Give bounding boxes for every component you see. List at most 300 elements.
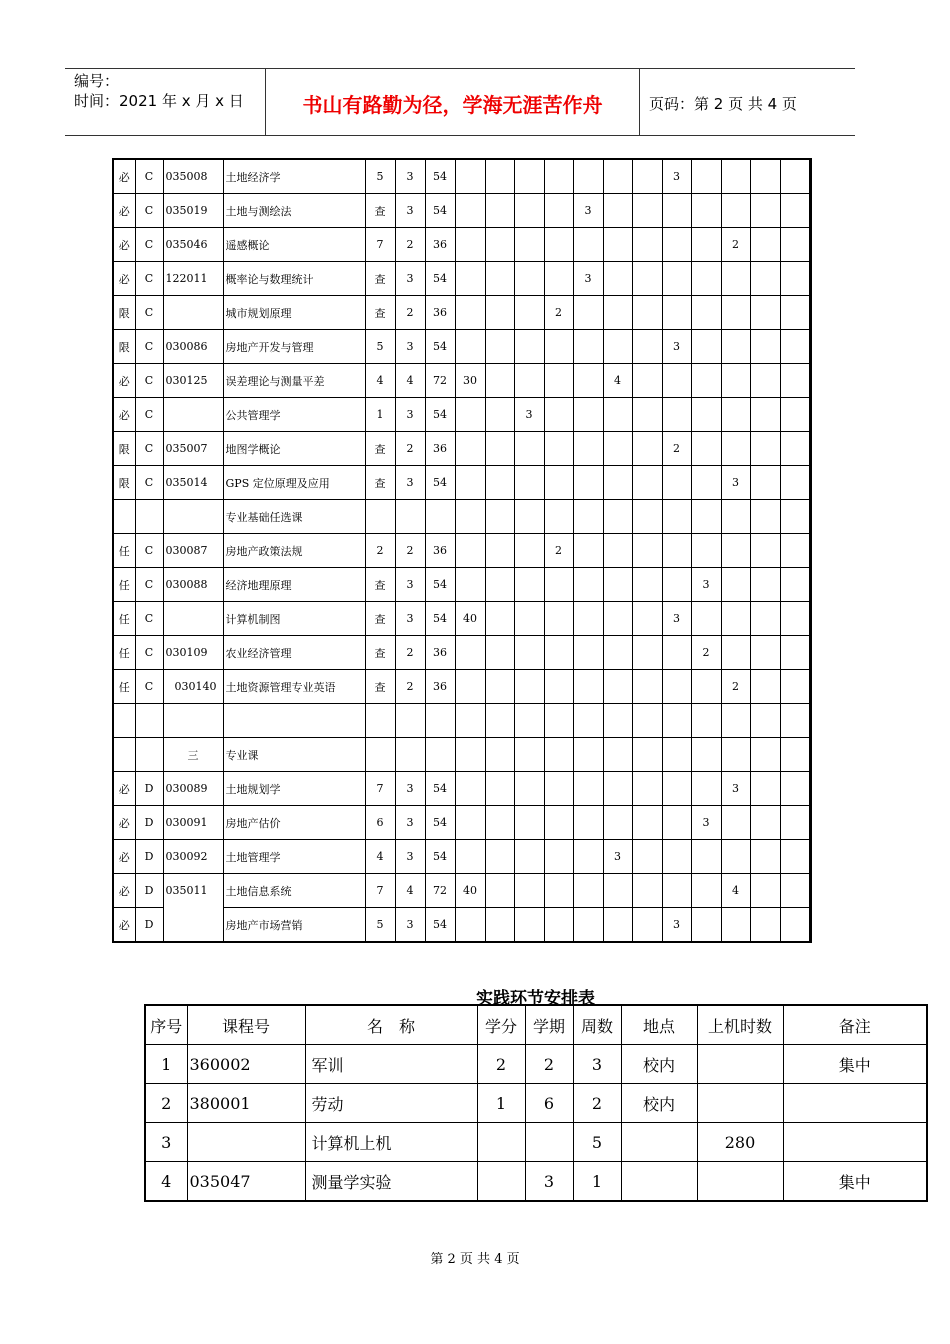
semester-hours-cell <box>632 670 662 704</box>
credit-cell <box>395 500 425 534</box>
semester-hours-cell <box>750 534 780 568</box>
semester-hours-cell <box>780 738 809 772</box>
exam-cell: 查 <box>365 670 395 704</box>
semester-hours-cell <box>750 296 780 330</box>
hours-cell: 36 <box>425 296 455 330</box>
semester-hours-cell <box>573 772 603 806</box>
semester-hours-cell <box>780 364 809 398</box>
course-category-cell: D <box>135 772 163 806</box>
course-type-cell: 必 <box>113 159 135 194</box>
course-type-cell <box>113 704 135 738</box>
semester-hours-cell <box>544 602 573 636</box>
semester-hours-cell <box>603 466 632 500</box>
semester-hours-cell <box>662 466 691 500</box>
course-type-cell: 必 <box>113 874 135 908</box>
semester-hours-cell <box>603 772 632 806</box>
table-row <box>113 228 811 262</box>
semester-hours-cell: 3 <box>662 602 691 636</box>
lab-hours-cell <box>455 908 485 943</box>
semester-hours-cell <box>809 159 811 194</box>
lab-hours-cell <box>455 840 485 874</box>
semester-hours-cell <box>691 194 721 228</box>
semester-hours-cell <box>544 772 573 806</box>
semester-hours-cell <box>809 874 811 908</box>
course-name-cell: 计算机制图 <box>223 602 365 636</box>
semester-hours-cell <box>780 602 809 636</box>
semester-hours-cell <box>809 500 811 534</box>
course-category-cell: C <box>135 568 163 602</box>
header-divider-right <box>639 69 640 136</box>
semester-hours-cell <box>662 296 691 330</box>
semester-hours-cell <box>750 704 780 738</box>
table-row <box>113 500 811 534</box>
semester-hours-cell <box>632 806 662 840</box>
credit-cell: 3 <box>395 330 425 364</box>
lab-hours-cell <box>455 330 485 364</box>
semester-hours-cell <box>750 840 780 874</box>
semester-hours-cell <box>544 908 573 943</box>
course-code-cell: 030088 <box>163 568 223 602</box>
course-name-cell: 专业课 <box>223 738 365 772</box>
table-row <box>113 738 811 772</box>
semester-hours-cell <box>780 466 809 500</box>
semester-hours-cell <box>485 704 514 738</box>
semester-hours-cell <box>544 398 573 432</box>
location-cell: 校内 <box>621 1084 697 1123</box>
course-type-cell: 必 <box>113 840 135 874</box>
semester-hours-cell <box>514 670 544 704</box>
semester-hours-cell <box>544 568 573 602</box>
semester-hours-cell <box>721 330 750 364</box>
semester-hours-cell <box>721 194 750 228</box>
semester-hours-cell: 3 <box>514 398 544 432</box>
hours-cell: 36 <box>425 534 455 568</box>
semester-hours-cell <box>691 466 721 500</box>
semester-hours-cell <box>780 568 809 602</box>
course-code-cell: 030091 <box>163 806 223 840</box>
lab-hours-cell <box>455 534 485 568</box>
semester-hours-cell <box>544 432 573 466</box>
semester-hours-cell <box>780 398 809 432</box>
semester-hours-cell <box>485 296 514 330</box>
semester-hours-cell <box>750 159 780 194</box>
lab-hours-cell <box>455 296 485 330</box>
lab-hours-cell <box>455 159 485 194</box>
credit-cell: 3 <box>395 840 425 874</box>
course-category-cell: C <box>135 602 163 636</box>
course-type-cell: 限 <box>113 432 135 466</box>
course-code-cell: 122011 <box>163 262 223 296</box>
semester-hours-cell <box>691 602 721 636</box>
semester-hours-cell <box>809 602 811 636</box>
semester-hours-cell <box>632 704 662 738</box>
semester-hours-cell <box>573 806 603 840</box>
lab-hours-cell <box>455 636 485 670</box>
course-code-cell: 030087 <box>163 534 223 568</box>
semester-hours-cell <box>485 330 514 364</box>
semester-hours-cell <box>691 534 721 568</box>
semester-hours-cell <box>780 840 809 874</box>
weeks-cell: 5 <box>573 1123 621 1162</box>
semester-hours-cell <box>662 806 691 840</box>
semester-hours-cell <box>691 500 721 534</box>
semester-hours-cell: 2 <box>544 534 573 568</box>
semester-hours-cell <box>514 159 544 194</box>
semester-hours-cell <box>809 772 811 806</box>
semester-hours-cell <box>632 500 662 534</box>
semester-hours-cell <box>514 908 544 943</box>
semester-hours-cell <box>514 500 544 534</box>
semester-hours-cell <box>485 466 514 500</box>
course-category-cell: D <box>135 874 163 908</box>
course-category-cell: C <box>135 228 163 262</box>
semester-hours-cell <box>691 432 721 466</box>
semester-hours-cell <box>603 330 632 364</box>
semester-hours-cell <box>485 670 514 704</box>
course-type-cell: 限 <box>113 296 135 330</box>
semester-hours-cell <box>603 738 632 772</box>
semester-hours-cell <box>603 806 632 840</box>
semester-hours-cell <box>603 534 632 568</box>
semester-hours-cell <box>750 500 780 534</box>
semester-cell: 3 <box>525 1162 573 1202</box>
lab-hours-cell: 40 <box>455 874 485 908</box>
semester-hours-cell <box>603 500 632 534</box>
semester-hours-cell <box>544 330 573 364</box>
course-code-cell <box>163 398 223 432</box>
course-code-cell: 380001 <box>187 1084 305 1123</box>
semester-hours-cell <box>544 262 573 296</box>
semester-hours-cell <box>809 568 811 602</box>
course-category-cell: C <box>135 670 163 704</box>
lab-hours-cell <box>455 704 485 738</box>
column-header: 周数 <box>573 1005 621 1045</box>
semester-hours-cell <box>603 602 632 636</box>
course-name-cell: 军训 <box>305 1045 477 1084</box>
hours-cell: 54 <box>425 602 455 636</box>
exam-cell: 查 <box>365 262 395 296</box>
credit-cell: 2 <box>395 432 425 466</box>
course-type-cell: 任 <box>113 602 135 636</box>
semester-hours-cell <box>514 228 544 262</box>
column-header: 备注 <box>783 1005 927 1045</box>
location-cell <box>621 1123 697 1162</box>
semester-hours-cell <box>573 738 603 772</box>
semester-hours-cell <box>750 466 780 500</box>
course-name-cell: 专业基础任选课 <box>223 500 365 534</box>
semester-hours-cell <box>809 636 811 670</box>
semester-hours-cell <box>632 534 662 568</box>
course-table-body <box>113 159 811 942</box>
hours-cell: 54 <box>425 398 455 432</box>
semester-hours-cell <box>603 670 632 704</box>
course-name-cell: 土地与测绘法 <box>223 194 365 228</box>
semester-hours-cell <box>662 772 691 806</box>
course-name-cell: 劳动 <box>305 1084 477 1123</box>
semester-hours-cell <box>750 228 780 262</box>
course-category-cell: C <box>135 262 163 296</box>
semester-hours-cell <box>544 840 573 874</box>
course-code-cell: 030109 <box>163 636 223 670</box>
semester-hours-cell <box>485 534 514 568</box>
semester-hours-cell <box>485 432 514 466</box>
exam-cell: 查 <box>365 568 395 602</box>
lab-hours-cell: 40 <box>455 602 485 636</box>
semester-hours-cell <box>809 738 811 772</box>
semester-hours-cell <box>544 874 573 908</box>
course-type-cell: 任 <box>113 636 135 670</box>
credit-cell: 2 <box>395 228 425 262</box>
semester-hours-cell <box>573 466 603 500</box>
semester-hours-cell <box>573 670 603 704</box>
hours-cell: 72 <box>425 364 455 398</box>
credit-cell: 3 <box>395 194 425 228</box>
semester-hours-cell <box>632 738 662 772</box>
remark-cell <box>783 1123 927 1162</box>
semester-hours-cell <box>809 194 811 228</box>
exam-cell: 1 <box>365 398 395 432</box>
credit-cell: 2 <box>477 1045 525 1084</box>
location-cell <box>621 1162 697 1202</box>
credit-cell: 2 <box>395 534 425 568</box>
semester-hours-cell <box>514 602 544 636</box>
semester-hours-cell: 3 <box>662 908 691 943</box>
lab-hours-cell <box>455 738 485 772</box>
course-type-cell: 限 <box>113 466 135 500</box>
credit-cell: 3 <box>395 466 425 500</box>
semester-hours-cell <box>721 602 750 636</box>
semester-hours-cell <box>544 704 573 738</box>
table-row <box>113 330 811 364</box>
semester-hours-cell <box>514 296 544 330</box>
semester-hours-cell <box>780 228 809 262</box>
semester-hours-cell <box>721 738 750 772</box>
hours-cell: 54 <box>425 772 455 806</box>
semester-hours-cell <box>750 194 780 228</box>
course-code-cell: 030125 <box>163 364 223 398</box>
semester-hours-cell <box>632 398 662 432</box>
course-category-cell: D <box>135 840 163 874</box>
seq-cell: 1 <box>145 1045 187 1084</box>
table-row <box>113 534 811 568</box>
computer-hours-cell: 280 <box>697 1123 783 1162</box>
semester-hours-cell <box>721 840 750 874</box>
exam-cell: 查 <box>365 602 395 636</box>
hours-cell: 54 <box>425 568 455 602</box>
column-header: 地点 <box>621 1005 697 1045</box>
semester-hours-cell <box>809 330 811 364</box>
column-header: 序号 <box>145 1005 187 1045</box>
semester-hours-cell: 3 <box>603 840 632 874</box>
semester-hours-cell <box>691 840 721 874</box>
semester-hours-cell <box>632 908 662 943</box>
exam-cell: 2 <box>365 534 395 568</box>
credit-cell: 4 <box>395 364 425 398</box>
semester-hours-cell <box>809 840 811 874</box>
course-type-cell: 必 <box>113 772 135 806</box>
semester-hours-cell <box>780 194 809 228</box>
semester-hours-cell <box>662 364 691 398</box>
semester-hours-cell <box>603 296 632 330</box>
semester-hours-cell: 3 <box>662 330 691 364</box>
credit-cell: 3 <box>395 806 425 840</box>
lab-hours-cell <box>455 194 485 228</box>
course-name-cell: 遥感概论 <box>223 228 365 262</box>
exam-cell: 查 <box>365 296 395 330</box>
course-type-cell: 任 <box>113 670 135 704</box>
course-name-cell: 房地产政策法规 <box>223 534 365 568</box>
semester-hours-cell <box>632 636 662 670</box>
semester-hours-cell <box>544 806 573 840</box>
semester-hours-cell <box>750 636 780 670</box>
exam-cell: 4 <box>365 840 395 874</box>
semester-cell: 6 <box>525 1084 573 1123</box>
semester-hours-cell <box>603 874 632 908</box>
semester-hours-cell <box>780 534 809 568</box>
semester-hours-cell <box>750 772 780 806</box>
course-code-cell: 030086 <box>163 330 223 364</box>
course-code-cell <box>187 1123 305 1162</box>
hours-cell: 36 <box>425 670 455 704</box>
course-category-cell: C <box>135 636 163 670</box>
semester-hours-cell <box>780 500 809 534</box>
table-row <box>113 602 811 636</box>
semester-hours-cell <box>485 738 514 772</box>
table-row <box>113 466 811 500</box>
remark-cell: 集中 <box>783 1162 927 1202</box>
semester-hours-cell <box>514 704 544 738</box>
semester-cell: 2 <box>525 1045 573 1084</box>
semester-hours-cell <box>632 296 662 330</box>
exam-cell: 5 <box>365 159 395 194</box>
table-row <box>113 159 811 194</box>
course-name-cell: 土地管理学 <box>223 840 365 874</box>
course-name-cell: 房地产估价 <box>223 806 365 840</box>
exam-cell: 查 <box>365 194 395 228</box>
course-type-cell: 必 <box>113 806 135 840</box>
course-code-cell: 030089 <box>163 772 223 806</box>
semester-hours-cell <box>603 228 632 262</box>
weeks-cell: 1 <box>573 1162 621 1202</box>
lab-hours-cell <box>455 772 485 806</box>
semester-hours-cell <box>750 364 780 398</box>
semester-hours-cell: 2 <box>691 636 721 670</box>
course-type-cell: 任 <box>113 534 135 568</box>
course-category-cell: C <box>135 466 163 500</box>
header-motto: 书山有路勤为径，学海无涯苦作舟 <box>302 93 603 117</box>
semester-hours-cell <box>750 908 780 943</box>
hours-cell: 54 <box>425 466 455 500</box>
semester-hours-cell <box>691 908 721 943</box>
course-type-cell: 必 <box>113 228 135 262</box>
semester-hours-cell <box>573 500 603 534</box>
doc-code-label: 编号： <box>74 72 120 90</box>
course-name-cell: 公共管理学 <box>223 398 365 432</box>
semester-hours-cell <box>514 262 544 296</box>
header-top-rule <box>65 68 855 69</box>
seq-cell: 4 <box>145 1162 187 1202</box>
semester-hours-cell <box>485 840 514 874</box>
hours-cell: 36 <box>425 432 455 466</box>
lab-hours-cell <box>455 500 485 534</box>
table-row <box>113 908 811 943</box>
course-category-cell: C <box>135 296 163 330</box>
course-code-cell: 035008 <box>163 159 223 194</box>
semester-hours-cell <box>632 568 662 602</box>
semester-hours-cell <box>514 636 544 670</box>
semester-hours-cell <box>809 262 811 296</box>
course-code-cell: 030092 <box>163 840 223 874</box>
semester-hours-cell <box>750 806 780 840</box>
course-code-cell: 035047 <box>187 1162 305 1202</box>
course-name-cell: 概率论与数理统计 <box>223 262 365 296</box>
column-header: 上机时数 <box>697 1005 783 1045</box>
semester-hours-cell <box>514 568 544 602</box>
semester-hours-cell <box>485 908 514 943</box>
doc-time-label: 时间：2021 年 x 月 x 日 <box>74 92 244 110</box>
semester-hours-cell <box>662 398 691 432</box>
semester-hours-cell <box>780 704 809 738</box>
table-row <box>113 670 811 704</box>
course-type-cell: 必 <box>113 398 135 432</box>
exam-cell: 4 <box>365 364 395 398</box>
semester-hours-cell <box>573 534 603 568</box>
credit-cell <box>477 1123 525 1162</box>
semester-hours-cell <box>632 874 662 908</box>
semester-hours-cell: 3 <box>691 806 721 840</box>
hours-cell: 54 <box>425 159 455 194</box>
semester-hours-cell <box>485 602 514 636</box>
semester-hours-cell <box>809 704 811 738</box>
semester-hours-cell <box>780 806 809 840</box>
semester-hours-cell <box>573 432 603 466</box>
hours-cell <box>425 500 455 534</box>
semester-hours-cell: 3 <box>721 772 750 806</box>
table-row <box>113 296 811 330</box>
semester-hours-cell <box>721 398 750 432</box>
column-header: 课程号 <box>187 1005 305 1045</box>
semester-hours-cell: 2 <box>544 296 573 330</box>
header-meta <box>74 71 244 111</box>
semester-hours-cell <box>514 466 544 500</box>
semester-hours-cell <box>691 364 721 398</box>
lab-hours-cell <box>455 466 485 500</box>
semester-hours-cell <box>809 466 811 500</box>
semester-hours-cell <box>544 500 573 534</box>
course-name-cell: 地图学概论 <box>223 432 365 466</box>
semester-hours-cell <box>485 806 514 840</box>
semester-hours-cell <box>514 364 544 398</box>
semester-hours-cell <box>809 432 811 466</box>
course-name-cell: 房地产开发与管理 <box>223 330 365 364</box>
table-row <box>113 772 811 806</box>
credit-cell: 3 <box>395 398 425 432</box>
semester-hours-cell <box>809 806 811 840</box>
lab-hours-cell <box>455 228 485 262</box>
credit-cell <box>395 738 425 772</box>
semester-hours-cell: 2 <box>721 228 750 262</box>
lab-hours-cell: 30 <box>455 364 485 398</box>
table-row <box>145 1123 927 1162</box>
semester-hours-cell: 3 <box>721 466 750 500</box>
course-category-cell: C <box>135 534 163 568</box>
semester-hours-cell <box>573 296 603 330</box>
semester-hours-cell <box>662 738 691 772</box>
course-category-cell: C <box>135 194 163 228</box>
semester-hours-cell <box>514 840 544 874</box>
practice-table-body <box>145 1005 927 1201</box>
course-category-cell: C <box>135 330 163 364</box>
